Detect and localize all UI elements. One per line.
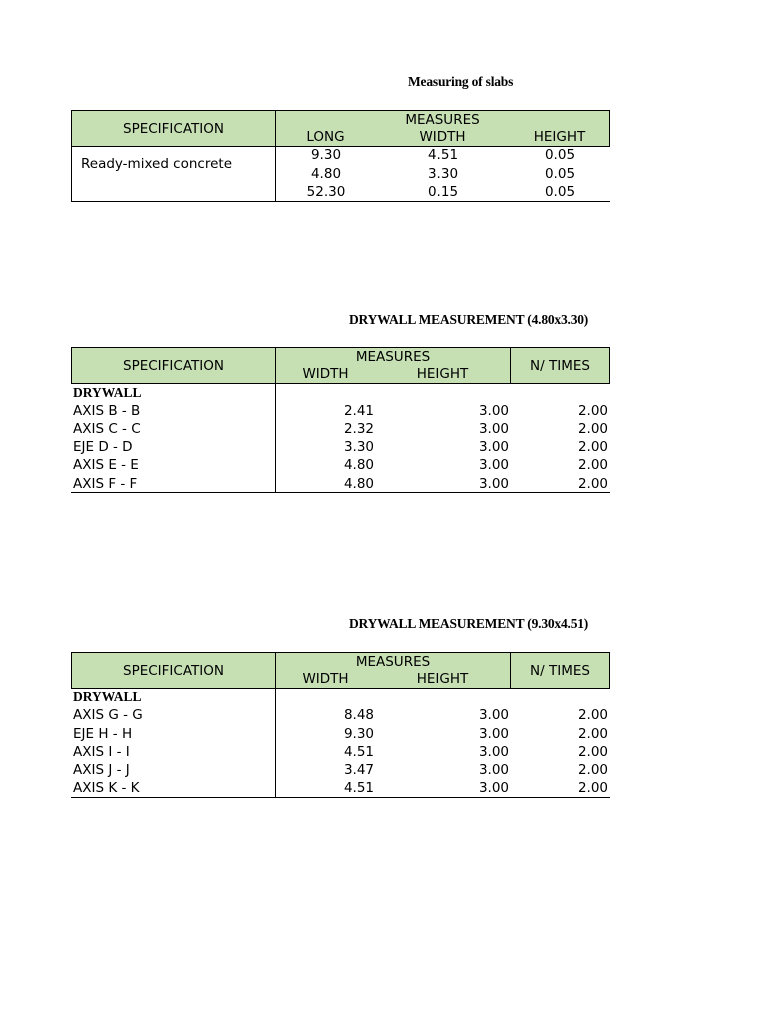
drywall1-cell: 2.00: [577, 403, 608, 419]
slabs-cell: 52.30: [306, 184, 346, 200]
drywall2-cell: 2.00: [577, 726, 608, 742]
drywall1-cell: 2.32: [343, 421, 374, 437]
drywall1-header-width: WIDTH: [276, 365, 376, 384]
slabs-header-long: LONG: [276, 128, 376, 147]
slabs-cell: 0.05: [544, 166, 576, 182]
drywall1-axis: AXIS F - F: [73, 476, 138, 492]
drywall1-axis: AXIS C - C: [73, 421, 141, 437]
drywall2-header-specification: SPECIFICATION: [71, 652, 276, 689]
drywall2-header-width: WIDTH: [276, 670, 376, 689]
drywall1-cell: 3.00: [478, 476, 509, 492]
slabs-cell: 0.15: [427, 184, 459, 200]
slabs-header-height: HEIGHT: [510, 128, 610, 147]
drywall1-cell: 3.00: [478, 403, 509, 419]
drywall2-cell: 3.00: [478, 780, 509, 796]
drywall2-cell: 4.51: [343, 744, 374, 760]
drywall2-cell: 3.00: [478, 726, 509, 742]
drywall2-cell: 8.48: [343, 707, 374, 723]
drywall2-group-label: DRYWALL: [73, 689, 142, 704]
slabs-cell: 4.80: [310, 166, 342, 182]
drywall2-header-measures: MEASURES: [276, 652, 511, 671]
drywall2-cell: 3.47: [343, 762, 374, 778]
drywall1-cell: 2.00: [577, 439, 608, 455]
drywall1-axis: AXIS E - E: [73, 457, 139, 473]
slabs-header-specification: SPECIFICATION: [71, 110, 276, 147]
drywall1-cell: 2.00: [577, 476, 608, 492]
drywall1-header-height: HEIGHT: [375, 365, 511, 384]
slabs-title: Measuring of slabs: [408, 74, 514, 89]
drywall2-cell: 2.00: [577, 780, 608, 796]
drywall1-header-measures: MEASURES: [276, 347, 511, 366]
drywall1-cell: 4.80: [343, 476, 374, 492]
drywall1-title: DRYWALL MEASUREMENT (4.80x3.30): [349, 312, 589, 327]
drywall2-cell: 9.30: [343, 726, 374, 742]
drywall1-axis: AXIS B - B: [73, 403, 141, 419]
drywall2-header-times: N/ TIMES: [511, 652, 610, 689]
drywall1-cell: 4.80: [343, 457, 374, 473]
drywall1-header-times: N/ TIMES: [511, 347, 610, 384]
drywall2-cell: 3.00: [478, 744, 509, 760]
slabs-cell: 0.05: [544, 184, 576, 200]
drywall2-axis: AXIS G - G: [73, 707, 143, 723]
drywall2-header-height: HEIGHT: [375, 670, 511, 689]
drywall1-cell: 2.00: [577, 457, 608, 473]
drywall2-axis: AXIS K - K: [73, 780, 140, 796]
drywall2-axis: EJE H - H: [73, 726, 133, 742]
drywall1-cell: 3.00: [478, 457, 509, 473]
drywall2-cell: 3.00: [478, 707, 509, 723]
drywall2-title: DRYWALL MEASUREMENT (9.30x4.51): [349, 616, 589, 631]
drywall1-group-label: DRYWALL: [73, 385, 142, 400]
drywall1-cell: 2.41: [343, 403, 374, 419]
drywall2-axis: AXIS J - J: [73, 762, 130, 778]
slabs-cell: 4.51: [427, 147, 459, 163]
drywall2-cell: 2.00: [577, 707, 608, 723]
drywall2-cell: 3.00: [478, 762, 509, 778]
slabs-header-measures: MEASURES: [276, 110, 610, 129]
slabs-cell: 3.30: [427, 166, 459, 182]
drywall2-cell: 2.00: [577, 744, 608, 760]
drywall2-cell: 4.51: [343, 780, 374, 796]
slabs-item-label: Ready-mixed concrete: [81, 156, 233, 172]
slabs-cell: 0.05: [544, 147, 576, 163]
drywall1-cell: 2.00: [577, 421, 608, 437]
slabs-cell: 9.30: [310, 147, 342, 163]
drywall2-cell: 2.00: [577, 762, 608, 778]
drywall1-cell: 3.00: [478, 421, 509, 437]
drywall1-header-specification: SPECIFICATION: [71, 347, 276, 384]
drywall1-axis: EJE D - D: [73, 439, 133, 455]
drywall2-axis: AXIS I - I: [73, 744, 130, 760]
drywall1-cell: 3.30: [343, 439, 374, 455]
slabs-header-width: WIDTH: [375, 128, 511, 147]
drywall1-cell: 3.00: [478, 439, 509, 455]
